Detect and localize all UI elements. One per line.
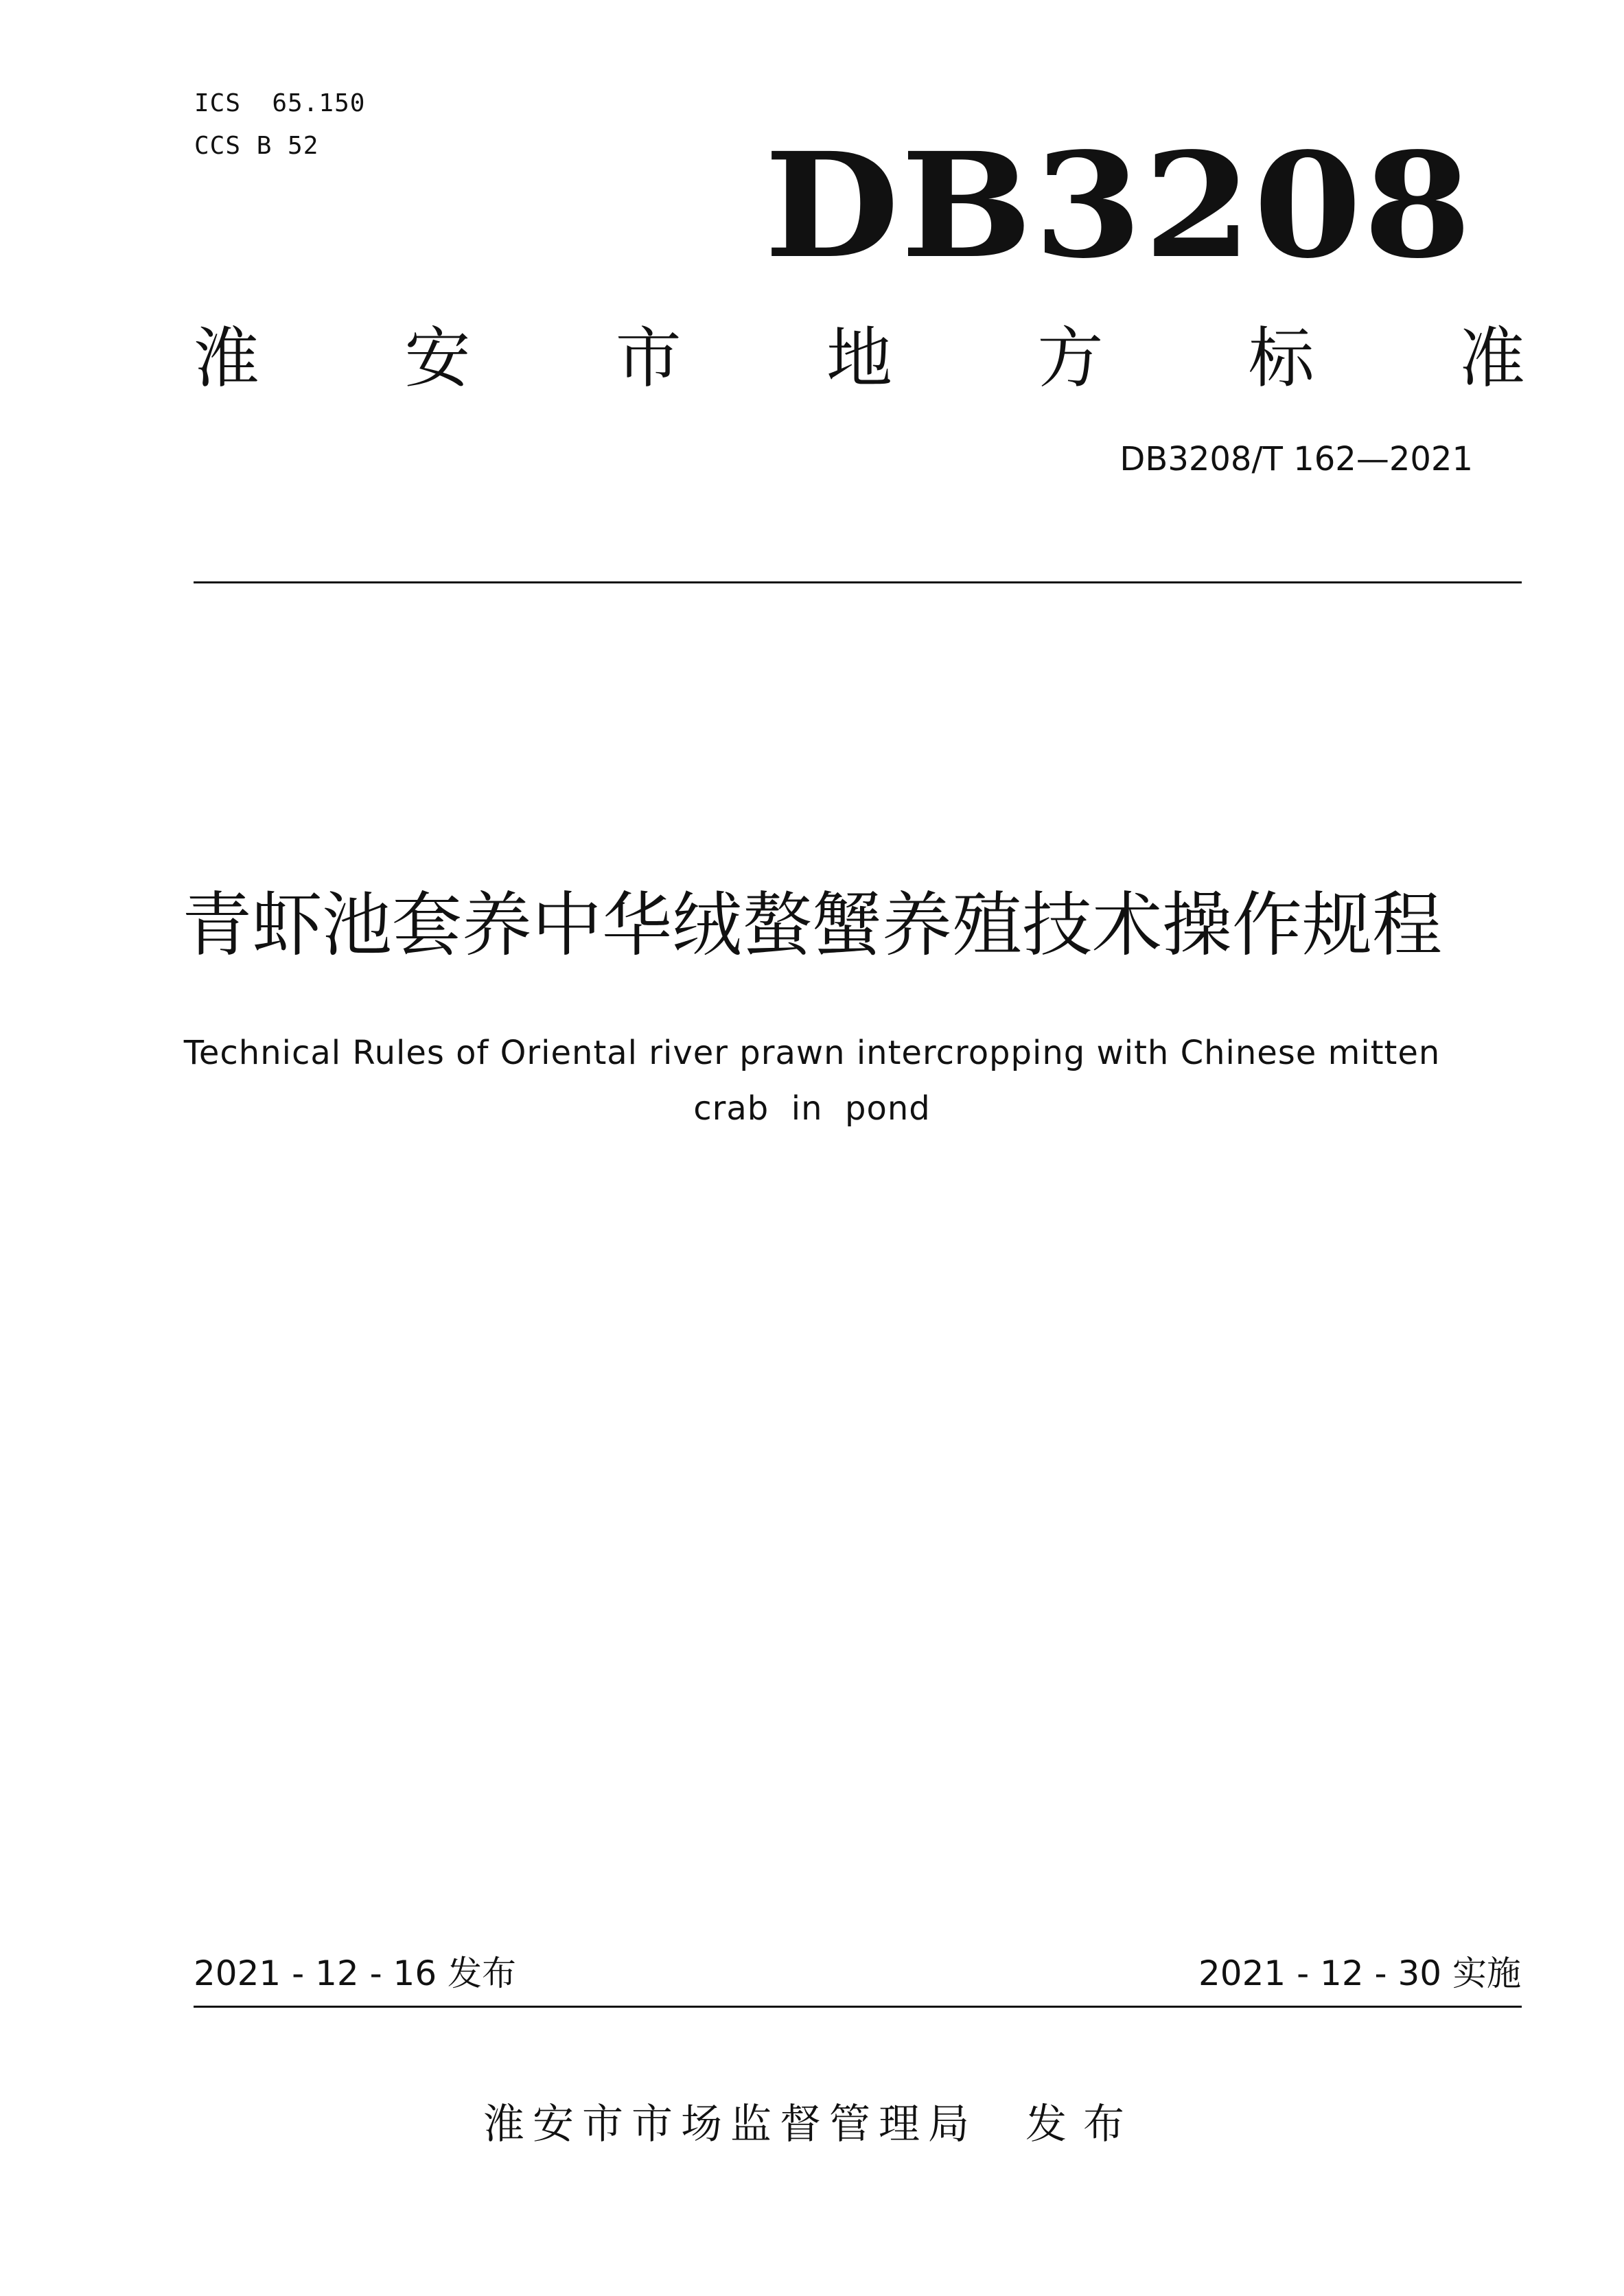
standard-type-char: 准 bbox=[1459, 320, 1525, 397]
ccs-code: CCS B 52 bbox=[194, 132, 319, 160]
standard-type-char: 方 bbox=[1037, 320, 1104, 397]
standard-type-char: 地 bbox=[826, 320, 892, 397]
standard-logo: DB3208 bbox=[764, 121, 1473, 290]
standard-type-char: 市 bbox=[615, 320, 682, 397]
bottom-divider bbox=[194, 2006, 1522, 2008]
publisher bbox=[0, 2097, 1624, 2152]
standard-type-char: 淮 bbox=[194, 320, 259, 397]
title-english-line-2: crab in pond bbox=[693, 1089, 931, 1128]
standard-type-char: 标 bbox=[1248, 320, 1314, 397]
title-chinese: 青虾池套养中华绒螯蟹养殖技术操作规程 bbox=[182, 885, 1442, 966]
issue-date: 2021 - 12 - 16 发布 bbox=[194, 1953, 517, 1993]
standard-type-char: 安 bbox=[404, 320, 471, 397]
ics-code: ICS 65.150 bbox=[194, 89, 366, 117]
standard-number: DB3208/T 162—2021 bbox=[1120, 440, 1473, 478]
classification-codes bbox=[194, 82, 365, 167]
standard-type-heading bbox=[194, 310, 1525, 406]
publisher-organization: 淮安市市场监督管理局 bbox=[483, 2100, 977, 2148]
title-english bbox=[137, 1025, 1487, 1137]
title-english-line-1: Technical Rules of Oriental river prawn intercropping with Chinese mitten bbox=[183, 1034, 1441, 1072]
top-divider bbox=[194, 581, 1522, 583]
publisher-verb: 发布 bbox=[1025, 2100, 1141, 2148]
implementation-date: 2021 - 12 - 30 实施 bbox=[1198, 1953, 1521, 1993]
